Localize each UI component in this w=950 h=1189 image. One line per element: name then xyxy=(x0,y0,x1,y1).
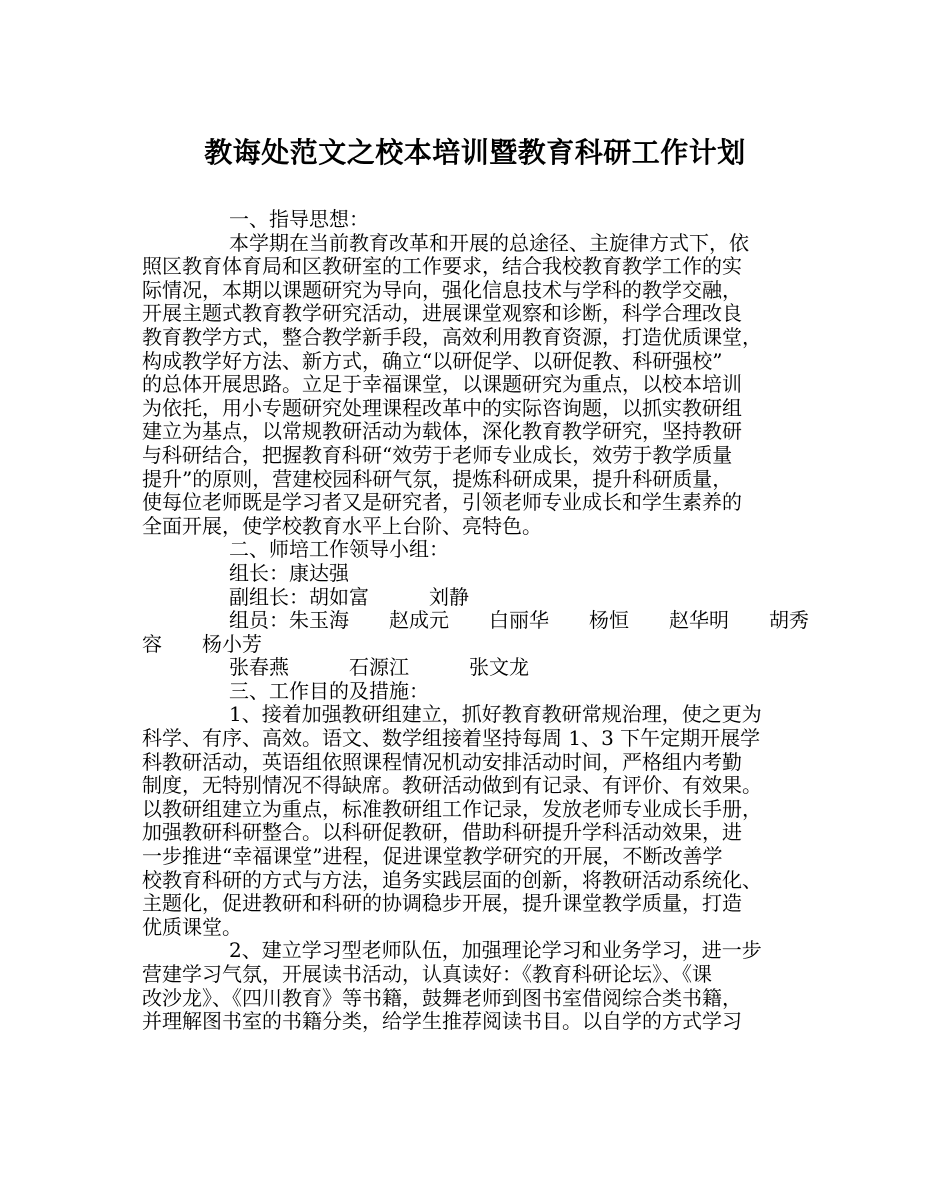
paragraph-line: 开展主题式教育教学研究活动，进展课堂观察和诊断，科学合理改良 xyxy=(142,301,742,326)
document-body xyxy=(142,208,822,1034)
members-line: 容 杨小芳 xyxy=(142,631,262,656)
section-heading: 一、指导思想： xyxy=(229,207,369,231)
paragraph-line: 以教研组建立为重点，标准教研组工作记录，发放老师专业成长手册， xyxy=(142,796,762,821)
paragraph-line: 校教育科研的方式与方法，追务实践层面的创新，将教研活动系统化、 xyxy=(142,867,762,892)
paragraph-line: 一步推进“幸福课堂”进程，促进课堂教学研究的开展，不断改善学 xyxy=(142,844,723,869)
paragraph-line: 与科研结合，把握教育科研“效劳于老师专业成长，效劳于教学质量 xyxy=(142,442,733,467)
paragraph-line: 使每位老师既是学习者又是研究者，引领老师专业成长和学生素养的 xyxy=(142,490,742,515)
paragraph-line: 的总体开展思路。立足于幸福课堂，以课题研究为重点，以校本培训 xyxy=(142,372,742,397)
paragraph-line: 为依托，用小专题研究处理课程改革中的实际咨询题，以抓实教研组 xyxy=(142,395,742,420)
members-line: 组员：朱玉海 赵成元 白丽华 杨恒 赵华明 胡秀 xyxy=(229,608,809,633)
paragraph-line: 建立为基点，以常规教研活动为载体，深化教育教学研究，坚持教研 xyxy=(142,419,742,444)
paragraph-line: 并理解图书室的书籍分类，给学生推荐阅读书目。以自学的方式学习 xyxy=(142,1009,742,1034)
paragraph-line: 加强教研科研整合。以科研促教研，借助科研提升学科活动效果，进 xyxy=(142,820,742,845)
section-heading: 三、工作目的及措施： xyxy=(229,678,429,703)
paragraph-line: 科学、有序、高效。语文、数学组接着坚持每周 1、3 下午定期开展学 xyxy=(142,726,761,751)
paragraph-line: 优质课堂。 xyxy=(142,914,242,939)
paragraph-line: 全面开展，使学校教育水平上台阶、亮特色。 xyxy=(142,513,542,538)
section-heading: 二、师培工作领导小组： xyxy=(229,537,449,562)
paragraph-line: 教育教学方式，整合教学新手段，高效利用教育资源，打造优质课堂， xyxy=(142,324,762,349)
paragraph-line: 改沙龙》、《四川教育》等书籍，鼓舞老师到图书室借阅综合类书籍， xyxy=(142,985,742,1010)
paragraph-line: 制度，无特别情况不得缺席。教研活动做到有记录、有评价、有效果。 xyxy=(142,773,762,798)
paragraph-line: 际情况，本期以课题研究为导向，强化信息技术与学科的教学交融， xyxy=(142,277,742,302)
paragraph-line: 提升”的原则，营建校园科研气氛，提炼科研成果，提升科研质量， xyxy=(142,466,733,491)
paragraph-line: 主题化，促进教研和科研的协调稳步开展，提升课堂教学质量，打造 xyxy=(142,891,742,916)
document-title: 教诲处范文之校本培训暨教育科研工作计划 xyxy=(204,136,746,169)
paragraph-line: 1、接着加强教研组建立，抓好教育教研常规治理，使之更为 xyxy=(229,702,762,727)
paragraph-line: 科教研活动，英语组依照课程情况机动安排活动时间，严格组内考勤 xyxy=(142,749,742,774)
members-line: 张春燕 石源江 张文龙 xyxy=(229,655,529,680)
paragraph-line: 本学期在当前教育改革和开展的总途径、主旋律方式下，依 xyxy=(229,230,749,255)
paragraph-line: 构成教学好方法、新方式，确立“以研促学、以研促教、科研强校” xyxy=(142,348,723,373)
deputy-leader-line: 副组长：胡如富 刘静 xyxy=(229,584,469,609)
paragraph-line: 营建学习气氛，开展读书活动，认真读好：《教育科研论坛》、《课 xyxy=(142,962,712,986)
paragraph-line: 照区教育体育局和区教研室的工作要求，结合我校教育教学工作的实 xyxy=(142,254,742,279)
leader-line: 组长：康达强 xyxy=(229,560,349,585)
paragraph-line: 2、建立学习型老师队伍，加强理论学习和业务学习，进一步 xyxy=(229,938,762,963)
